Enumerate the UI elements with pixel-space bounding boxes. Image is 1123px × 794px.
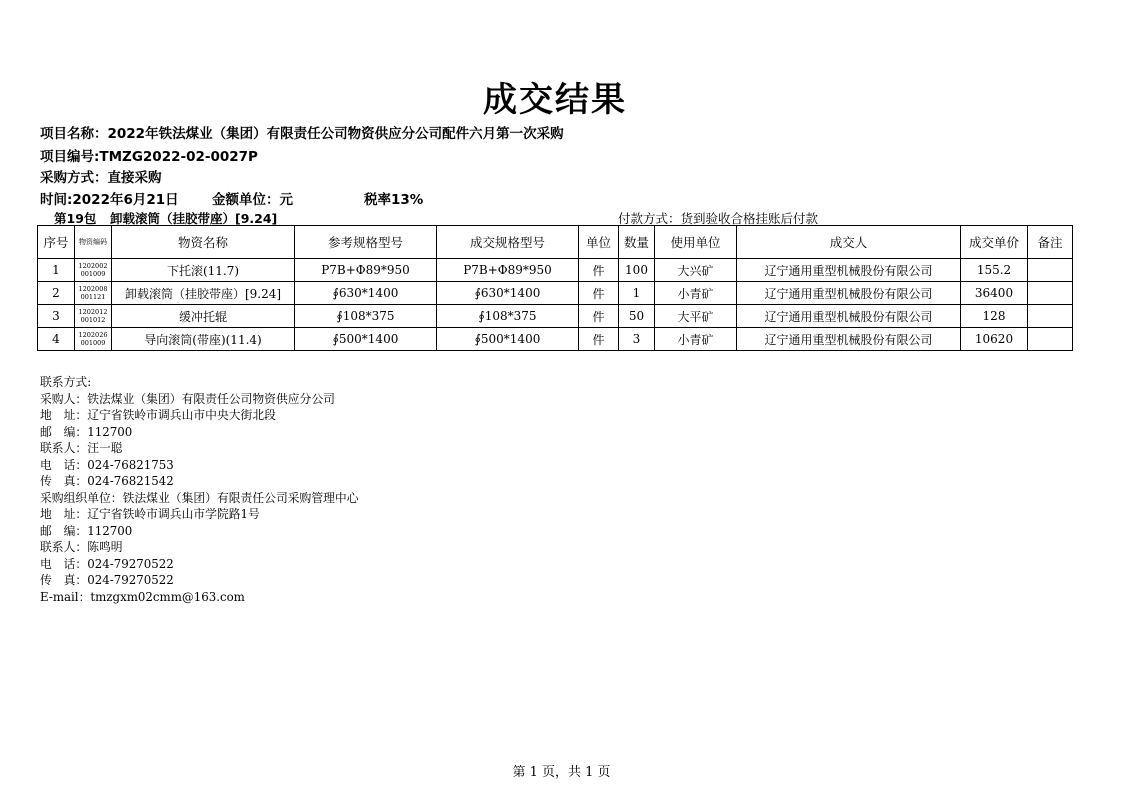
contact-line: 邮 编：112700 xyxy=(40,523,133,538)
tax-rate: 税率13% xyxy=(364,192,424,208)
table-cell: 1202012 001012 xyxy=(75,305,112,328)
document-title: 成交结果 xyxy=(483,80,627,120)
contact-email: E-mail：tmzgxm02cmm@163.com xyxy=(40,589,245,604)
contact-line: 传 真：024-79270522 xyxy=(40,573,174,587)
contact-block xyxy=(40,374,359,605)
amount-unit: 金额单位：元 xyxy=(212,192,293,208)
table-cell: 辽宁通用重型机械股份有限公司 xyxy=(737,305,961,328)
header-cell: 单位 xyxy=(579,226,619,259)
table-cell: 155.2 xyxy=(961,259,1028,282)
table-cell xyxy=(1028,305,1073,328)
table-cell: 小青矿 xyxy=(655,282,737,305)
table-cell: 大平矿 xyxy=(655,305,737,328)
table-cell: 件 xyxy=(579,328,619,351)
contact-heading: 联系方式: xyxy=(40,375,92,389)
table-cell: 100 xyxy=(619,259,655,282)
table-cell: 大兴矿 xyxy=(655,259,737,282)
table-cell: 1 xyxy=(619,282,655,305)
purchase-method: 采购方式：直接采购 xyxy=(40,170,162,186)
contact-line: 地 址：辽宁省铁岭市调兵山市学院路1号 xyxy=(40,507,260,521)
table-cell: 1 xyxy=(38,259,75,282)
table-cell: 1202026 001009 xyxy=(75,328,112,351)
table-cell xyxy=(1028,282,1073,305)
page-number: 第 1 页，共 1 页 xyxy=(512,765,611,780)
payment-terms: 付款方式：货到验收合格挂账后付款 xyxy=(618,211,819,226)
table-cell: 4 xyxy=(38,328,75,351)
header-cell: 成交人 xyxy=(737,226,961,259)
table-cell: ∮108*375 xyxy=(295,305,437,328)
header-cell: 物资名称 xyxy=(112,226,295,259)
table-cell: P7B+Φ89*950 xyxy=(437,259,579,282)
result-table xyxy=(37,225,1073,351)
project-name: 项目名称：2022年铁法煤业（集团）有限责任公司物资供应分公司配件六月第一次采购 xyxy=(40,126,564,142)
table-cell xyxy=(1028,259,1073,282)
header-cell: 成交单价 xyxy=(961,226,1028,259)
table-cell: 10620 xyxy=(961,328,1028,351)
table-cell: 卸载滚筒（挂胶带座）[9.24] xyxy=(112,282,295,305)
contact-line: 电 话：024-76821753 xyxy=(40,457,174,472)
contact-line: 地 址：辽宁省铁岭市调兵山市中央大街北段 xyxy=(40,408,276,422)
table-cell: 件 xyxy=(579,259,619,282)
header-cell: 参考规格型号 xyxy=(295,226,437,259)
table-row xyxy=(38,259,1073,282)
table-cell: 50 xyxy=(619,305,655,328)
table-cell: 辽宁通用重型机械股份有限公司 xyxy=(737,259,961,282)
contact-line: 邮 编：112700 xyxy=(40,424,133,439)
contact-line: 采购人：铁法煤业（集团）有限责任公司物资供应分公司 xyxy=(40,391,335,406)
table-cell: 辽宁通用重型机械股份有限公司 xyxy=(737,282,961,305)
header-cell: 序号 xyxy=(38,226,75,259)
table-cell: 下托滚(11.7) xyxy=(112,259,295,282)
table-row xyxy=(38,282,1073,305)
table-cell: 件 xyxy=(579,282,619,305)
table-row xyxy=(38,305,1073,328)
header-cell: 成交规格型号 xyxy=(437,226,579,259)
table-cell: ∮630*1400 xyxy=(295,282,437,305)
table-row xyxy=(38,328,1073,351)
header-cell: 物资编码 xyxy=(75,226,112,259)
table-cell: ∮630*1400 xyxy=(437,282,579,305)
table-cell: 缓冲托辊 xyxy=(112,305,295,328)
contact-line: 传 真：024-76821542 xyxy=(40,474,174,488)
table-cell: 3 xyxy=(619,328,655,351)
header-cell: 备注 xyxy=(1028,226,1073,259)
project-number: 项目编号:TMZG2022-02-0027P xyxy=(40,149,258,165)
table-cell: 小青矿 xyxy=(655,328,737,351)
package-number: 第19包 xyxy=(54,211,97,226)
contact-line: 采购组织单位：铁法煤业（集团）有限责任公司采购管理中心 xyxy=(40,490,359,505)
contact-line: 电 话：024-79270522 xyxy=(40,556,174,571)
table-cell: 2 xyxy=(38,282,75,305)
table-cell: 导向滚筒(带座)(11.4) xyxy=(112,328,295,351)
table-cell: 辽宁通用重型机械股份有限公司 xyxy=(737,328,961,351)
table-cell: P7B+Φ89*950 xyxy=(295,259,437,282)
contact-line: 联系人：陈鸣明 xyxy=(40,540,123,554)
table-cell: 1202008 001121 xyxy=(75,282,112,305)
table-cell xyxy=(1028,328,1073,351)
table-cell: 3 xyxy=(38,305,75,328)
package-name: 卸载滚筒（挂胶带座）[9.24] xyxy=(110,211,278,226)
table-cell: ∮500*1400 xyxy=(295,328,437,351)
table-header-row xyxy=(38,226,1073,259)
header-cell: 使用单位 xyxy=(655,226,737,259)
table-cell: ∮108*375 xyxy=(437,305,579,328)
table-cell: 1202002 001009 xyxy=(75,259,112,282)
table-cell: ∮500*1400 xyxy=(437,328,579,351)
header-cell: 数量 xyxy=(619,226,655,259)
table-cell: 36400 xyxy=(961,282,1028,305)
table-cell: 件 xyxy=(579,305,619,328)
table-cell: 128 xyxy=(961,305,1028,328)
contact-line: 联系人：汪一聪 xyxy=(40,441,123,455)
date-line: 时间:2022年6月21日 xyxy=(40,192,179,208)
